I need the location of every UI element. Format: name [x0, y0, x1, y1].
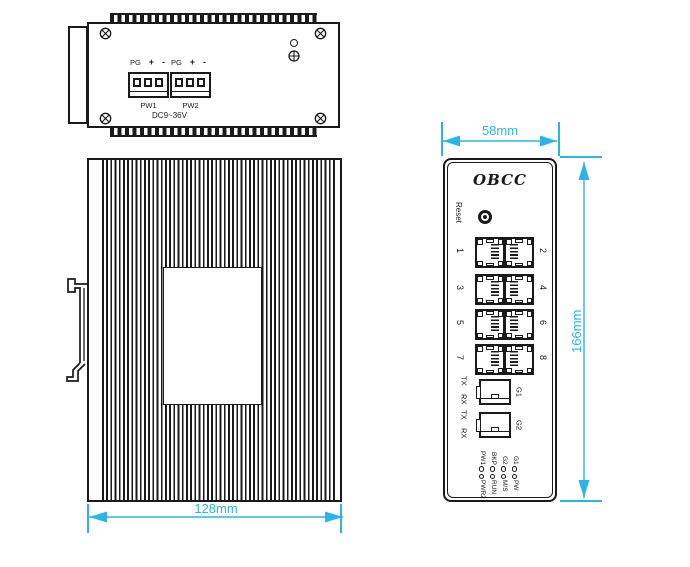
led-indicator	[501, 466, 507, 472]
led-label: PW1	[478, 450, 486, 465]
pg-label: PG	[171, 58, 182, 67]
rj45-port	[504, 309, 534, 340]
rj45-pins	[510, 244, 518, 260]
led-indicator	[490, 466, 496, 472]
port-number: 3	[455, 285, 465, 291]
brand-logo: OBCC	[473, 171, 527, 189]
led-label: PW	[511, 480, 519, 491]
terminal-header-2	[171, 58, 206, 67]
tx-label: TX	[459, 376, 469, 386]
port-number: 6	[538, 320, 548, 326]
port-number: 2	[538, 248, 548, 254]
terminal-block-lip	[130, 91, 167, 92]
reset-button-dot	[483, 215, 487, 219]
screw-icon	[314, 112, 327, 125]
led-label: RUN	[489, 480, 497, 495]
terminal-screw-slot	[155, 78, 163, 87]
side-width-dimension-label: 128mm	[194, 501, 238, 516]
vent-hole-icon	[290, 39, 298, 47]
terminal-header-1	[130, 58, 165, 67]
led-label: G1	[511, 456, 519, 465]
led-indicator	[501, 474, 507, 480]
led-indicator	[479, 466, 485, 472]
rj45-pins	[510, 316, 518, 332]
rx-label: RX	[459, 428, 469, 439]
heatsink-serration-bottom	[110, 128, 317, 137]
tx-label: TX	[459, 410, 469, 420]
power-terminal-block-2	[170, 72, 211, 98]
screw-icon	[314, 27, 327, 40]
terminal-screw-slot	[144, 78, 152, 87]
port-number: 8	[538, 355, 548, 361]
led-indicator	[512, 474, 518, 480]
led-label: M/S	[500, 480, 508, 492]
plus-label: +	[148, 57, 155, 67]
port-number: 7	[455, 355, 465, 361]
pw1-label: PW1	[140, 101, 157, 110]
plus-label: +	[189, 57, 196, 67]
din-rail-bracket-top	[68, 26, 88, 124]
screw-icon	[99, 27, 112, 40]
rj45-port	[504, 237, 534, 268]
power-terminal-block-1	[128, 72, 169, 98]
rj45-port	[475, 344, 505, 375]
ground-screw-icon	[288, 50, 300, 62]
led-label: PWR2	[478, 480, 486, 499]
screw-icon	[99, 112, 112, 125]
terminal-screw-slot	[175, 78, 183, 87]
led-column	[476, 443, 487, 506]
led-label: BKP	[489, 451, 497, 465]
top-view	[0, 0, 400, 150]
rj45-pins	[491, 351, 499, 367]
rj45-port	[504, 274, 534, 305]
reset-button	[478, 210, 492, 224]
minus-label: -	[161, 57, 165, 67]
led-indicator	[512, 466, 518, 472]
pw2-label: PW2	[182, 101, 199, 110]
sfp-label: G2	[514, 420, 524, 431]
led-column	[487, 443, 498, 506]
led-label: G2	[500, 456, 508, 465]
led-column	[498, 443, 509, 506]
port-number: 4	[538, 285, 548, 291]
din-rail-clip-icon	[63, 276, 89, 386]
terminal-screw-slot	[197, 78, 205, 87]
rj45-pins	[510, 351, 518, 367]
label-plate	[163, 267, 262, 405]
voltage-label: DC9~36V	[152, 111, 187, 120]
led-indicator	[479, 474, 485, 480]
sfp-label: G1	[514, 387, 524, 398]
terminal-screw-slot	[133, 78, 141, 87]
top-view-body	[87, 22, 340, 128]
led-column	[509, 443, 520, 506]
terminal-block-lip	[172, 91, 209, 92]
rj45-pins	[491, 244, 499, 260]
rj45-port	[504, 344, 534, 375]
terminal-screw-slot	[186, 78, 194, 87]
led-indicator	[490, 474, 496, 480]
reset-label: Reset	[454, 202, 463, 223]
rj45-port	[475, 237, 505, 268]
rj45-port	[475, 274, 505, 305]
front-height-dimension-label: 166mm	[569, 309, 584, 353]
rj45-port	[475, 309, 505, 340]
front-panel	[443, 158, 557, 502]
port-number: 5	[455, 320, 465, 326]
sfp-slot-g2	[479, 412, 511, 438]
heatsink-serration-top	[110, 13, 317, 22]
sfp-slot-g1	[479, 379, 511, 405]
rj45-pins	[510, 281, 518, 297]
rj45-pins	[491, 281, 499, 297]
minus-label: -	[202, 57, 206, 67]
port-number: 1	[455, 248, 465, 254]
front-width-dimension-label: 58mm	[481, 123, 519, 138]
rx-label: RX	[459, 394, 469, 405]
side-view-body	[87, 158, 342, 502]
rj45-pins	[491, 316, 499, 332]
pg-label: PG	[130, 58, 141, 67]
